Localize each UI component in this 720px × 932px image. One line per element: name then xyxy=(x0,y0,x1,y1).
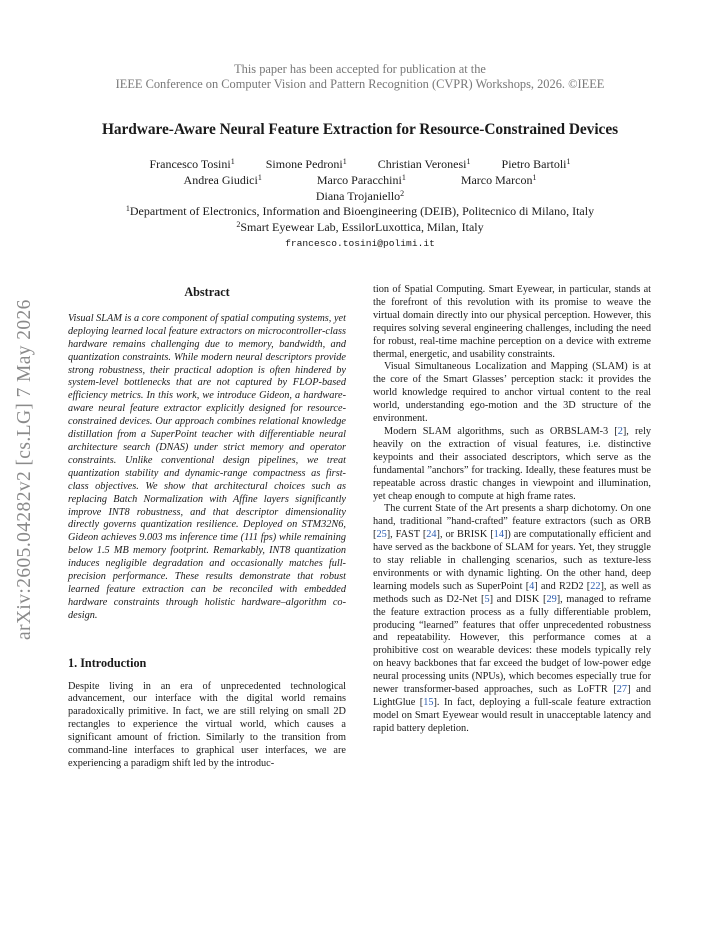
author-name xyxy=(378,157,471,173)
author-name-text: Marco Marcon xyxy=(460,172,533,187)
author-name-text: Christian Veronesi xyxy=(377,157,467,171)
affiliation-mark: 2 xyxy=(236,220,241,230)
author-name xyxy=(502,157,571,173)
publication-notice-line-2: IEEE Conference on Computer Vision and Pattern Recognition (CVPR) Workshops, 2026. ©IEEE xyxy=(115,77,605,91)
body-paragraph-4 xyxy=(373,503,651,735)
text-run: ], managed to reframe the feature extraction process as a fully differentiable problem, producing “learned” features that offer unprecedented robustness and repeatability. However, this performance comes at a prohibitive cost on wearable devices: these models typically rely on heavy backbones that far exceed the budget of low-power edge neural processing units (NPUs), which becomes especially true for newer transformer-based approaches, such as LoFTR [ xyxy=(373,593,651,696)
affiliation-text: Smart Eyewear Lab, EssilorLuxottica, Milan, Italy xyxy=(240,220,484,235)
affiliation-1 xyxy=(0,204,720,220)
citation-link[interactable]: 15 xyxy=(423,697,434,708)
citation-link[interactable]: 2 xyxy=(617,425,623,437)
author-affiliation-mark: 1 xyxy=(401,172,406,182)
publication-notice xyxy=(0,62,720,92)
citation-link[interactable]: 29 xyxy=(546,593,557,605)
author-name-text: Francesco Tosini xyxy=(149,157,231,171)
author-row-2 xyxy=(0,173,720,189)
affiliation-mark: 1 xyxy=(125,204,130,214)
author-affiliation-mark: 1 xyxy=(466,157,471,166)
author-name xyxy=(316,189,404,205)
author-affiliation-mark: 2 xyxy=(400,188,405,198)
text-run: ] and LightGlue [ xyxy=(373,684,651,708)
text-run: ], rely heavily on the extraction of visual features, i.e. distinctive keypoints and their associated descriptors, which serve as the fundamental ”anchors” for tracking. Ideally, these features must be repeatable across drastic changes in viewpoint and illumination, yet cheap enough to compute at high frame rates. xyxy=(373,425,651,502)
author-name-text: Diana Trojaniello xyxy=(315,188,401,203)
publication-notice-line-1: This paper has been accepted for publication at the xyxy=(234,62,486,76)
author-affiliation-mark: 1 xyxy=(566,157,571,166)
citation-link[interactable]: 24 xyxy=(426,529,437,541)
author-name xyxy=(149,157,234,173)
author-affiliation-mark: 1 xyxy=(257,172,262,182)
contact-email[interactable]: francesco.tosini@polimi.it xyxy=(285,237,435,249)
paper-title: Hardware-Aware Neural Feature Extraction for Resource-Constrained Devices xyxy=(101,121,619,138)
right-column xyxy=(373,284,651,736)
author-name xyxy=(266,157,347,173)
author-name-text: Marco Paracchini xyxy=(316,172,402,187)
body-paragraph-3 xyxy=(373,426,651,503)
author-affiliation-mark: 1 xyxy=(342,157,347,166)
author-name-text: Simone Pedroni xyxy=(265,157,343,171)
left-column xyxy=(68,284,346,771)
affiliation-2 xyxy=(0,220,720,236)
author-name xyxy=(461,173,537,189)
text-run: ], FAST [ xyxy=(386,529,427,541)
arxiv-watermark: arXiv:2605.04282v2 [cs.LG] 7 May 2026 xyxy=(14,299,35,640)
text-run: ], or BRISK [ xyxy=(436,529,494,541)
author-name-text: Pietro Bartoli xyxy=(501,157,567,171)
author-row-1 xyxy=(0,157,720,173)
body-paragraph-1: tion of Spatial Computing. Smart Eyewear, in particular, stands at the forefront of this revolution with its promise to weave the virtual domain directly into our physical perception. However, this requires solving several engineering challenges, including the need for robust, real-time machine perception on a device with extreme thermal, energetic, and usability constraints. xyxy=(373,284,651,360)
text-run: Modern SLAM algorithms, such as ORBSLAM-3 [ xyxy=(384,425,618,437)
author-affiliation-mark: 1 xyxy=(230,157,235,166)
author-name xyxy=(317,173,406,189)
author-affiliation-mark: 1 xyxy=(532,172,537,182)
text-run: ], as well as methods such as D2-Net [ xyxy=(373,580,651,605)
citation-link[interactable]: 14 xyxy=(493,529,504,541)
text-run: ]. In fact, deploying a full-scale feature extraction model on Smart Eyewear would result in unacceptable latency and rapid battery depletion. xyxy=(373,697,651,734)
intro-paragraph-1: Despite living in an era of unprecedented technological advancement, our interface with the digital world remains paradoxically primitive. In fact, we are still relying on small 2D rectangles to experience the virtual world, which causes a significant amount of friction. Similarly to the transition from command-line interfaces to graphical user interfaces, we are experiencing a paradigm shift led by the introduc- xyxy=(68,680,346,769)
text-run: ]) are computationally efficient and have served as the backbone of SLAM for years. Yet, they struggle to stay reliable in challenging scenarios, such as texture-less environments or with dynamic lighting. On the other hand, deep learning models such as SuperPoint [ xyxy=(373,529,651,592)
citation-link[interactable]: 27 xyxy=(616,684,628,696)
text-run: The current State of the Art presents a sharp dichotomy. On one hand, traditional ”hand-crafted” feature extractors (such as ORB [ xyxy=(373,503,651,541)
affiliation-text: Department of Electronics, Information and Bioengineering (DEIB), Politecnico di Milano, Italy xyxy=(129,204,595,219)
section-heading-introduction: 1. Introduction xyxy=(68,655,147,670)
abstract-text: Visual SLAM is a core component of spatial computing systems, yet deploying learned local feature extractors on microcontroller-class hardware remains challenging due to memory, bandwidth, and quantization constraints. While modern neural descriptors provide strong robustness, their practical adoption is often hindered by system-level bottlenecks that are not captured by FLOP-based efficiency metrics. In this work, we introduce Gideon, a hardware-aware neural feature extractor explicitly designed for resource-constrained devices. Our approach combines relational knowledge distillation from a SuperPoint teacher with differentiable neural architecture search (DNAS) under strict memory and operator constraints. Unlike conventional design pipelines, we treat quantization stability and dynamic-range compactness as first-class objectives. We show that architectural choices such as replacing Batch Normalization with Affine layers significantly improve INT8 robustness, and that descriptor dimensionality directly governs quantization resilience. Deployed on STM32N6, Gideon achieves 9.003 ms inference time (111 fps) while remaining below 1.5 MB memory footprint. Remarkably, INT8 quantization induces negligible degradation and occasionally matches full-precision performance. These results demonstrate that robust learned feature extraction can be reconciled with embedded hardware constraints through holistic hardware–algorithm co-design. xyxy=(68,312,346,621)
text-run: ] and DISK [ xyxy=(489,593,547,605)
author-name xyxy=(184,173,262,189)
body-paragraph-2: Visual Simultaneous Localization and Mapping (SLAM) is at the core of the Smart Glasses’ perception stack: it provides the world knowledge required to anchor virtual content to the real world, understanding ego-motion and the 3D structure of the environment. xyxy=(373,361,651,425)
citation-link[interactable]: 5 xyxy=(484,593,490,605)
text-run: ] and R2D2 [ xyxy=(534,580,591,592)
abstract-heading: Abstract xyxy=(184,285,230,299)
author-block xyxy=(0,157,720,252)
citation-link[interactable]: 4 xyxy=(529,580,535,592)
author-row-3 xyxy=(0,189,720,205)
author-name-text: Andrea Giudici xyxy=(183,172,258,187)
citation-link[interactable]: 25 xyxy=(376,529,387,541)
citation-link[interactable]: 22 xyxy=(590,580,601,592)
